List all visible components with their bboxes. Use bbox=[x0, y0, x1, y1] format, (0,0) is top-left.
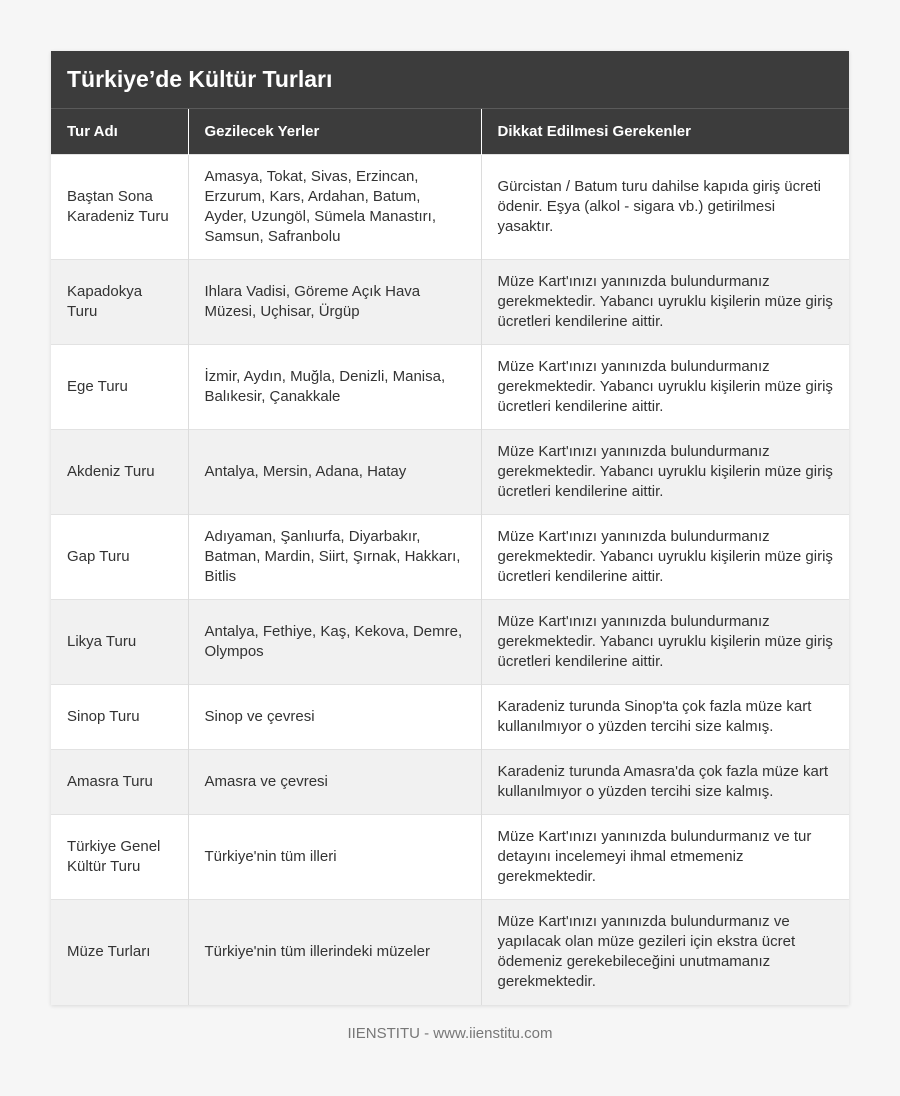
table-title: Türkiye’de Kültür Turları bbox=[51, 51, 849, 108]
notes-cell: Gürcistan / Batum turu dahilse kapıda giriş ücreti ödenir. Eşya (alkol - sigara vb.) getirilmesi yasaktır. bbox=[481, 155, 849, 260]
table-row bbox=[51, 900, 849, 1005]
tours-card bbox=[51, 51, 849, 1005]
table-row bbox=[51, 515, 849, 600]
tour-name-cell: Akdeniz Turu bbox=[51, 430, 188, 515]
tour-name-cell: Kapadokya Turu bbox=[51, 260, 188, 345]
tour-name-cell: Gap Turu bbox=[51, 515, 188, 600]
notes-cell: Müze Kart'ınızı yanınızda bulundurmanız gerekmektedir. Yabancı uyruklu kişilerin müze giriş ücretleri kendilerine aittir. bbox=[481, 515, 849, 600]
places-cell: Ihlara Vadisi, Göreme Açık Hava Müzesi, Uçhisar, Ürgüp bbox=[188, 260, 481, 345]
table-row bbox=[51, 600, 849, 685]
tour-name-cell: Likya Turu bbox=[51, 600, 188, 685]
table-row bbox=[51, 685, 849, 750]
notes-cell: Karadeniz turunda Sinop'ta çok fazla müze kart kullanılmıyor o yüzden tercihi size kalmış. bbox=[481, 685, 849, 750]
places-cell: Sinop ve çevresi bbox=[188, 685, 481, 750]
tour-name-cell: Müze Turları bbox=[51, 900, 188, 1005]
table-row bbox=[51, 430, 849, 515]
notes-cell: Karadeniz turunda Amasra'da çok fazla müze kart kullanılmıyor o yüzden tercihi size kalmış. bbox=[481, 750, 849, 815]
column-header-places: Gezilecek Yerler bbox=[188, 109, 481, 155]
places-cell: Antalya, Fethiye, Kaş, Kekova, Demre, Olympos bbox=[188, 600, 481, 685]
column-header-tour-name: Tur Adı bbox=[51, 109, 188, 155]
places-cell: Türkiye'nin tüm illerindeki müzeler bbox=[188, 900, 481, 1005]
notes-cell: Müze Kart'ınızı yanınızda bulundurmanız gerekmektedir. Yabancı uyruklu kişilerin müze giriş ücretleri kendilerine aittir. bbox=[481, 345, 849, 430]
notes-cell: Müze Kart'ınızı yanınızda bulundurmanız gerekmektedir. Yabancı uyruklu kişilerin müze giriş ücretleri kendilerine aittir. bbox=[481, 260, 849, 345]
tour-name-cell: Sinop Turu bbox=[51, 685, 188, 750]
tour-name-cell: Amasra Turu bbox=[51, 750, 188, 815]
notes-cell: Müze Kart'ınızı yanınızda bulundurmanız gerekmektedir. Yabancı uyruklu kişilerin müze giriş ücretleri kendilerine aittir. bbox=[481, 600, 849, 685]
header-row bbox=[51, 109, 849, 155]
table-row bbox=[51, 345, 849, 430]
notes-cell: Müze Kart'ınızı yanınızda bulundurmanız ve yapılacak olan müze gezileri için ekstra ücret ödemeniz gerekebileceğini unutmamanız gerekmektedir. bbox=[481, 900, 849, 1005]
table-row bbox=[51, 750, 849, 815]
tour-name-cell: Türkiye Genel Kültür Turu bbox=[51, 815, 188, 900]
notes-cell: Müze Kart'ınızı yanınızda bulundurmanız ve tur detayını incelemeyi ihmal etmemeniz gerekmektedir. bbox=[481, 815, 849, 900]
places-cell: Antalya, Mersin, Adana, Hatay bbox=[188, 430, 481, 515]
tour-name-cell: Ege Turu bbox=[51, 345, 188, 430]
places-cell: Türkiye'nin tüm illeri bbox=[188, 815, 481, 900]
places-cell: Amasra ve çevresi bbox=[188, 750, 481, 815]
tour-name-cell: Baştan Sona Karadeniz Turu bbox=[51, 155, 188, 260]
places-cell: Amasya, Tokat, Sivas, Erzincan, Erzurum, Kars, Ardahan, Batum, Ayder, Uzungöl, Sümela Manastırı, Samsun, Safranbolu bbox=[188, 155, 481, 260]
places-cell: Adıyaman, Şanlıurfa, Diyarbakır, Batman, Mardin, Siirt, Şırnak, Hakkarı, Bitlis bbox=[188, 515, 481, 600]
notes-cell: Müze Kart'ınızı yanınızda bulundurmanız gerekmektedir. Yabancı uyruklu kişilerin müze giriş ücretleri kendilerine aittir. bbox=[481, 430, 849, 515]
table-row bbox=[51, 155, 849, 260]
places-cell: İzmir, Aydın, Muğla, Denizli, Manisa, Balıkesir, Çanakkale bbox=[188, 345, 481, 430]
table-row bbox=[51, 815, 849, 900]
column-header-notes: Dikkat Edilmesi Gerekenler bbox=[481, 109, 849, 155]
footer-credit: IIENSTITU - www.iienstitu.com bbox=[347, 1025, 553, 1042]
tours-table bbox=[51, 108, 849, 1005]
table-row bbox=[51, 260, 849, 345]
